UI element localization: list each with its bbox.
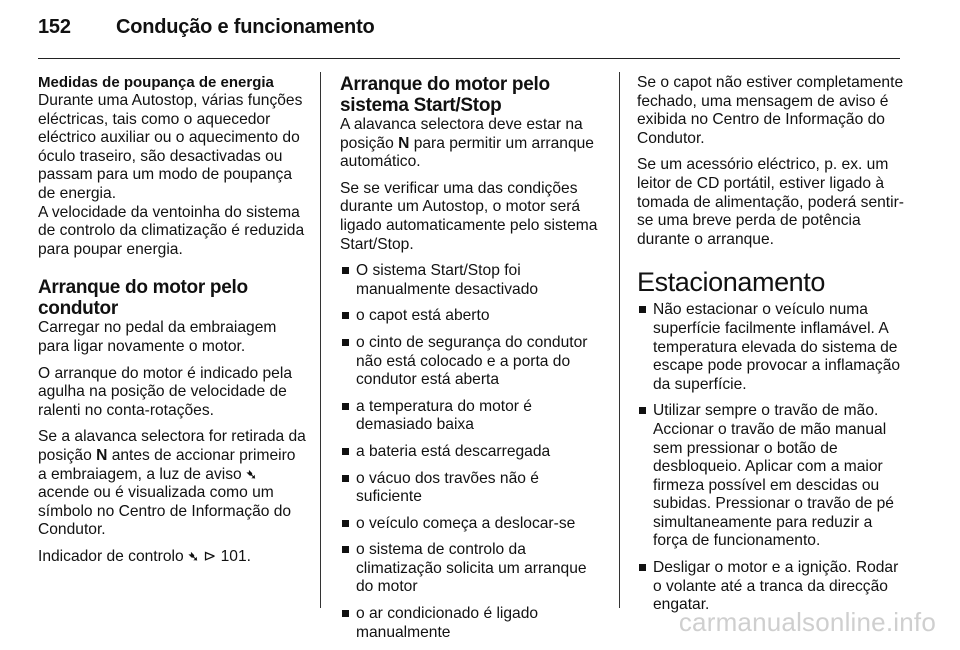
paragraph-system-2: Se se verificar uma das condições durante um Autostop, o motor será ligado automaticamente pelo sistema Start/Stop. (340, 179, 598, 253)
page-reference-icon[interactable]: ⊳ (203, 547, 217, 565)
list-item: a bateria está descarregada (340, 443, 606, 462)
bullet-icon (342, 610, 349, 617)
heading-driver-start: Arranque do motor pelo condutor (38, 277, 248, 320)
heading-system-start: Arranque do motor pelo sistema Start/Stop (340, 74, 550, 116)
bullet-icon (639, 407, 646, 414)
list-item: o sistema de controlo da climatização solicita um arranque do motor (340, 541, 606, 597)
bullet-icon (342, 448, 349, 455)
column-1 (38, 74, 306, 574)
paragraph-driver-2: O arranque do motor é indicado pela agulha na posição de velocidade de ralenti no conta-rotações. (38, 364, 292, 419)
column-divider-1 (320, 72, 321, 608)
paragraph-bonnet: Se o capot não estiver completamente fechado, uma mensagem de aviso é exibida no Centro de Informação do Condutor. (637, 74, 904, 147)
list-item: Não estacionar o veículo numa superfície facilmente inflamável. A temperatura elevada do sistema de escape pode provocar a inflamação da superfície. (637, 301, 907, 394)
paragraph-energy-1: Durante uma Autostop, várias funções eléctricas, tais como o aquecedor eléctrico auxiliar ou o aquecimento do óculo traseiro, são desactivadas ou passam para um modo de poupança de energia. (38, 92, 303, 202)
autostop-warning-icon: ➴ (246, 466, 257, 482)
list-item: o ar condicionado é ligado manualmente (340, 605, 606, 642)
paragraph-energy-2: A velocidade da ventoinha do sistema de controlo da climatização é reduzida para poupar energia. (38, 203, 305, 258)
heading-parking: Estacionamento (637, 267, 826, 298)
paragraph-system-1: A alavanca selectora deve estar na posição N para permitir um arranque automático. (340, 116, 594, 171)
bullet-icon (639, 306, 646, 313)
paragraph-driver-4: Indicador de controlo ➴ ⊳ 101. (38, 547, 251, 565)
autostop-indicator-icon: ➴ (187, 548, 199, 564)
column-3 (637, 74, 907, 623)
bullet-icon (342, 520, 349, 527)
list-item: o vácuo dos travões não é suficiente (340, 470, 606, 507)
bullet-icon (342, 546, 349, 553)
bullet-icon (342, 267, 349, 274)
bullet-icon (342, 312, 349, 319)
list-item: a temperatura do motor é demasiado baixa (340, 398, 606, 435)
page-header (38, 16, 375, 39)
column-divider-2 (619, 72, 620, 608)
system-conditions-list (340, 262, 606, 642)
page-title: Condução e funcionamento (116, 16, 375, 38)
bullet-icon (639, 564, 646, 571)
column-2 (340, 74, 606, 650)
page-number: 152 (38, 16, 71, 38)
paragraph-driver-3: Se a alavanca selectora for retirada da posição N antes de accionar primeiro a embraiagem, a luz de aviso ➴ acende ou é visualizada como um símbolo no Centro de Informação do Condutor. (38, 428, 306, 539)
list-item: o veículo começa a deslocar-se (340, 515, 606, 534)
parking-list (637, 301, 907, 615)
watermark: carmanualsonline.info (678, 607, 936, 637)
paragraph-accessory: Se um acessório eléctrico, p. ex. um leitor de CD portátil, estiver ligado à tomada de alimentação, poderá sentir-se uma breve perda de potência durante o arranque. (637, 156, 904, 248)
bullet-icon (342, 339, 349, 346)
bullet-icon (342, 475, 349, 482)
gear-position-n: N (96, 446, 108, 464)
list-item: O sistema Start/Stop foi manualmente desactivado (340, 262, 606, 299)
bullet-icon (342, 403, 349, 410)
list-item: o capot está aberto (340, 307, 606, 326)
list-item: Desligar o motor e a ignição. Rodar o volante até a tranca da direcção engatar. (637, 559, 907, 615)
list-item: o cinto de segurança do condutor não está colocado e a porta do condutor está aberta (340, 334, 606, 390)
header-rule (38, 58, 900, 59)
heading-energy-saving: Medidas de poupança de energia (38, 74, 274, 91)
list-item: Utilizar sempre o travão de mão. Accionar o travão de mão manual sem pressionar o botão de desbloqueio. Aplicar com a maior firmeza possível em descidas ou subidas. Pressionar o travão de pé simultaneamente para reduzir a força de funcionamento. (637, 402, 907, 551)
paragraph-driver-1: Carregar no pedal da embraiagem para ligar novamente o motor. (38, 319, 277, 355)
gear-position-n: N (398, 134, 410, 152)
